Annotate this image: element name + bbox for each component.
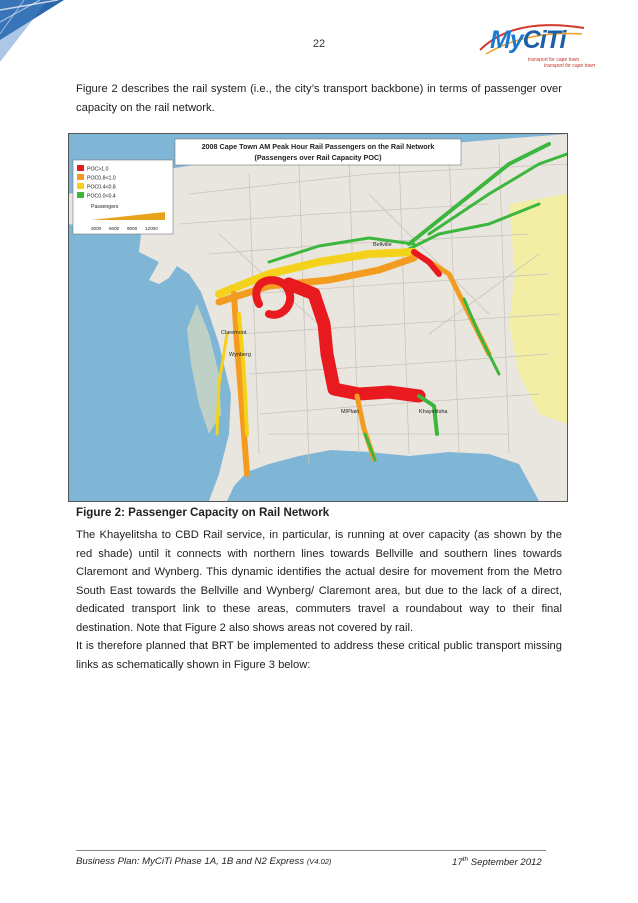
logo-tagline: transport for cape town xyxy=(528,57,580,63)
figure-caption: Figure 2: Passenger Capacity on Rail Network xyxy=(76,506,330,519)
legend-scale-9000: 9000 xyxy=(127,226,138,231)
corner-decoration xyxy=(0,0,70,72)
rail-network-figure xyxy=(68,133,568,502)
page-number: 22 xyxy=(312,38,326,50)
footer-document-title: Business Plan: MyCiTi Phase 1A, 1B and N2 Express (V4.02) xyxy=(76,856,332,867)
figure-subtitle: (Passengers over Rail Capacity POC) xyxy=(254,153,382,162)
legend-label-poc-08: POC0.8<1.0 xyxy=(87,175,116,182)
footer-divider xyxy=(76,850,546,851)
footer-date: 17th September 2012 xyxy=(452,856,542,869)
legend-swatch-poc-04 xyxy=(77,183,84,189)
label-bellville: Bellville xyxy=(373,242,392,248)
legend-scale-3000: 3000 xyxy=(91,226,102,231)
legend-scale-6000: 6000 xyxy=(109,226,120,231)
legend-swatch-poc-gt1 xyxy=(77,165,84,171)
paragraph-brt-plan: It is therefore planned that BRT be implemented to address these critical public transport missing links as schematically shown in Figure 3 below: xyxy=(76,640,562,671)
legend-label-poc-gt1: POC>1.0 xyxy=(87,166,109,173)
logo-wordmark: MyCiTi xyxy=(490,26,566,54)
label-khayelitsha: Khayelitsha xyxy=(419,409,448,415)
label-mplain: M/Plain xyxy=(341,409,360,415)
label-claremont: Claremont xyxy=(221,330,247,336)
legend-swatch-poc-08 xyxy=(77,174,84,180)
logo-tagline-2: transport for cape town xyxy=(544,63,596,69)
legend-label-poc-04: POC0.4<0.8 xyxy=(87,184,116,191)
figure-title: 2008 Cape Town AM Peak Hour Rail Passengers on the Rail Network xyxy=(201,142,435,151)
myciti-logo xyxy=(476,20,596,70)
legend-passengers-label: Passengers xyxy=(91,204,119,210)
legend-scale-12000: 12000 xyxy=(145,226,158,231)
label-wynberg: Wynberg xyxy=(229,352,251,358)
intro-paragraph: Figure 2 describes the rail system (i.e., the city’s transport backbone) in terms of passenger over capacity on the rail network. xyxy=(76,83,562,114)
legend-swatch-poc-00 xyxy=(77,192,84,198)
paragraph-khayelitsha-service: The Khayelitsha to CBD Rail service, in particular, is running at over capacity (as shown by the red shade) until it connects with northern lines towards Bellville and southern lines towards Claremont and Wynberg. This dynamic identifies the actual desire for movement from the Metro South East towards the Bellville and Wynberg/ Claremont area, but due to the lack of a direct, dedicated transport link to these areas, commuters travel a roundabout way to their final destination. Note that Figure 2 also shows areas not covered by rail. xyxy=(76,529,562,634)
legend-label-poc-00: POC0.0<0.4 xyxy=(87,193,116,200)
footer-version: (V4.02) xyxy=(306,857,332,866)
rail-network-map xyxy=(69,134,567,501)
